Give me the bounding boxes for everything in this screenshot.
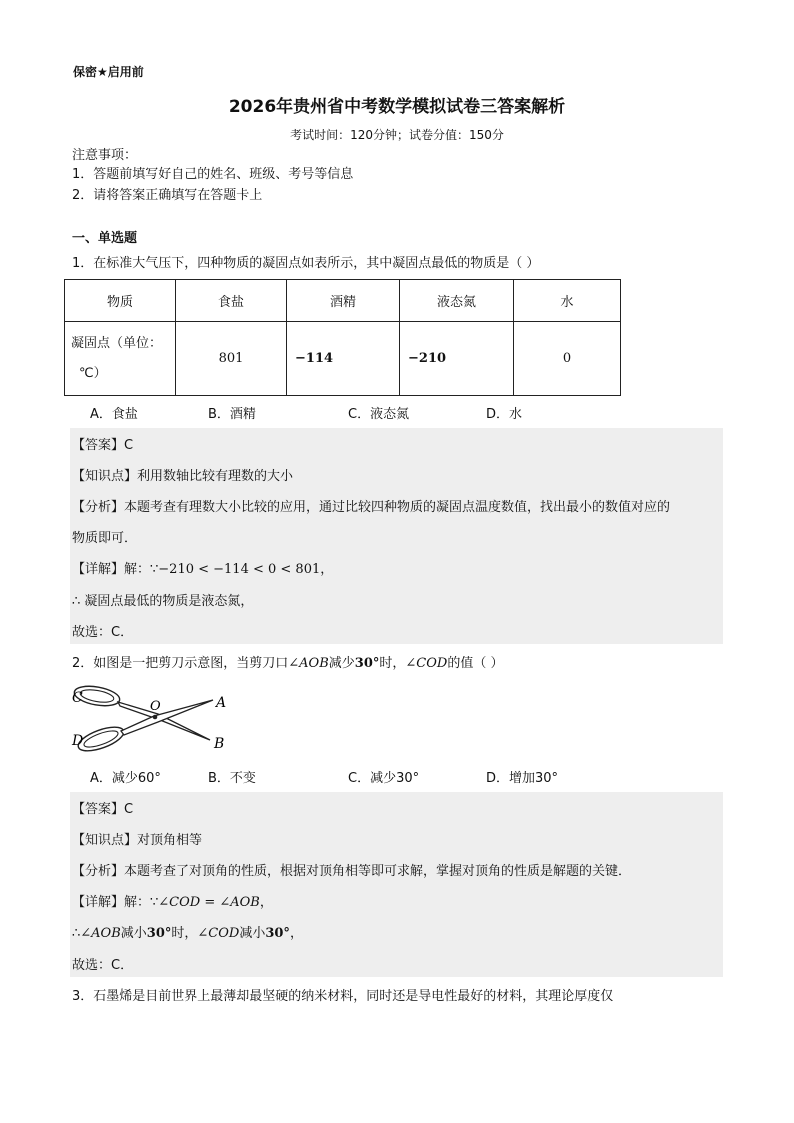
row-label-line: 凝固点（单位： bbox=[71, 335, 163, 351]
detail-math: ∠COD = ∠AOB bbox=[158, 895, 260, 910]
stem-text: 的值（ ） bbox=[447, 656, 504, 671]
detail-suffix: ， bbox=[259, 895, 273, 910]
q2-conclusion bbox=[72, 922, 303, 941]
exam-info: 考试时间：120分钟；试卷分值：150分 bbox=[290, 128, 504, 142]
table-header: 食盐 bbox=[176, 280, 287, 322]
label-a: A bbox=[216, 695, 227, 711]
row-label-line: ℃） bbox=[79, 365, 107, 381]
q2-choose: 故选：C． bbox=[72, 958, 134, 973]
table-cell: 0 bbox=[514, 322, 621, 396]
angle-aob: ∠AOB bbox=[80, 926, 121, 941]
detail-prefix: 【详解】解：∵ bbox=[72, 562, 159, 577]
q1-stem: 1．在标准大气压下，四种物质的凝固点如表所示，其中凝固点最低的物质是（ ） bbox=[72, 256, 540, 271]
option-d: D．增加30° bbox=[486, 771, 559, 786]
option-a: A．食盐 bbox=[90, 407, 138, 422]
angle-cod: ∠COD bbox=[405, 656, 448, 671]
text: 时， bbox=[171, 926, 198, 941]
option-c: C．液态氮 bbox=[348, 407, 410, 422]
option-b: B．酒精 bbox=[208, 407, 256, 422]
table-header: 水 bbox=[514, 280, 621, 322]
option-c: C．减少30° bbox=[348, 771, 420, 786]
q1-solution-box bbox=[70, 428, 723, 644]
q1-detail bbox=[72, 558, 333, 577]
degree-value: 30° bbox=[354, 656, 380, 671]
label-d: D bbox=[72, 733, 84, 749]
notes-item: 1．答题前填写好自己的姓名、班级、考号等信息 bbox=[72, 167, 354, 182]
q1-conclusion: ∴ 凝固点最低的物质是液态氮， bbox=[72, 594, 254, 609]
q2-knowledge: 【知识点】对顶角相等 bbox=[72, 833, 203, 848]
label-o: O bbox=[150, 699, 161, 714]
q2-solution-box bbox=[70, 792, 723, 977]
label-c: C bbox=[72, 690, 83, 706]
scissors-figure bbox=[68, 678, 238, 756]
table-cell: 801 bbox=[176, 322, 287, 396]
degree-value: 30° bbox=[265, 926, 290, 941]
q2-analysis: 【分析】本题考查了对顶角的性质，根据对顶角相等即可求解，掌握对顶角的性质是解题的关键． bbox=[72, 864, 632, 879]
section-title: 一、单选题 bbox=[72, 231, 138, 246]
q1-table bbox=[64, 279, 621, 396]
angle-aob: ∠AOB bbox=[288, 656, 329, 671]
therefore: ∴ bbox=[72, 926, 81, 941]
q1-answer: 【答案】C bbox=[72, 438, 134, 453]
option-d: D．水 bbox=[486, 407, 523, 422]
option-a: A．减少60° bbox=[90, 771, 161, 786]
angle-cod: ∠COD bbox=[197, 926, 240, 941]
degree-value: 30° bbox=[146, 926, 172, 941]
q3-stem: 3．石墨烯是目前世界上最薄却最坚硬的纳米材料，同时还是导电性最好的材料，其理论厚度仅 bbox=[72, 989, 614, 1004]
stem-text: 2．如图是一把剪刀示意图，当剪刀口 bbox=[72, 656, 289, 671]
table-header: 液态氮 bbox=[400, 280, 514, 322]
notes-heading: 注意事项： bbox=[72, 148, 138, 163]
text: 减小 bbox=[120, 926, 147, 941]
q2-stem bbox=[72, 652, 503, 671]
detail-math: −210 < −114 < 0 < 801 bbox=[158, 562, 321, 577]
table-cell: −210 bbox=[400, 322, 514, 396]
stem-text: 时， bbox=[379, 656, 406, 671]
q2-answer: 【答案】C bbox=[72, 802, 134, 817]
table-header: 物质 bbox=[65, 280, 176, 322]
table-row-label bbox=[65, 322, 176, 396]
detail-prefix: 【详解】解：∵ bbox=[72, 895, 159, 910]
notes-item: 2．请将答案正确填写在答题卡上 bbox=[72, 188, 263, 203]
label-b: B bbox=[214, 736, 225, 752]
q1-analysis: 【分析】本题考查有理数大小比较的应用，通过比较四种物质的凝固点温度数值，找出最小的数值对应的 bbox=[72, 500, 671, 515]
q1-knowledge: 【知识点】利用数轴比较有理数的大小 bbox=[72, 469, 294, 484]
stem-text: 减少 bbox=[328, 656, 355, 671]
confidential-mark: 保密★启用前 bbox=[73, 65, 144, 79]
option-b: B．不变 bbox=[208, 771, 256, 786]
q1-analysis-cont: 物质即可． bbox=[72, 531, 138, 546]
text: ， bbox=[289, 926, 303, 941]
q1-choose: 故选：C． bbox=[72, 625, 134, 640]
table-cell: −114 bbox=[287, 322, 400, 396]
text: 减小 bbox=[239, 926, 266, 941]
q2-detail bbox=[72, 891, 273, 910]
table-header: 酒精 bbox=[287, 280, 400, 322]
page-title: 2026年贵州省中考数学模拟试卷三答案解析 bbox=[228, 97, 566, 117]
detail-suffix: ， bbox=[320, 562, 334, 577]
